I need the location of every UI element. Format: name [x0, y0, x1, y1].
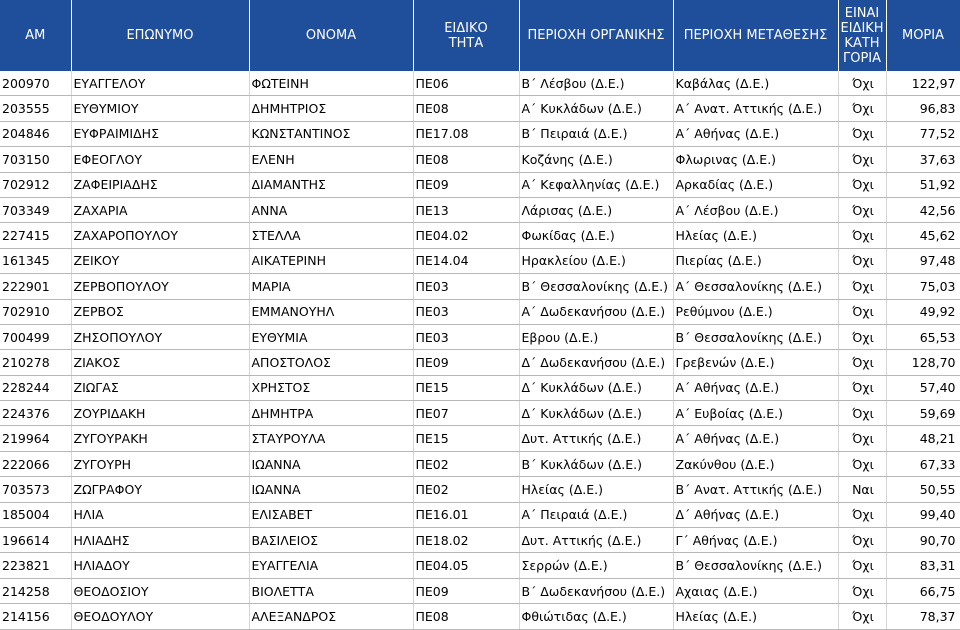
cell-perioxi-organikis: Δυτ. Αττικής (Δ.Ε.) — [519, 528, 673, 553]
cell-perioxi-metathesis: Γρεβενών (Δ.Ε.) — [673, 350, 838, 375]
cell-eidiki-katigoria: Όχι — [838, 299, 886, 324]
cell-perioxi-metathesis: Ηλείας (Δ.Ε.) — [673, 223, 838, 248]
cell-am: 703573 — [0, 477, 71, 502]
table-row — [0, 451, 960, 476]
cell-eidikotita: ΠΕ08 — [413, 96, 519, 121]
cell-onoma: ΣΤΑΥΡΟΥΛΑ — [249, 426, 413, 451]
cell-eponymo: ΖΕΡΒΟΠΟΥΛΟΥ — [71, 274, 249, 299]
cell-perioxi-organikis: Εβρου (Δ.Ε.) — [519, 324, 673, 349]
cell-am: 200970 — [0, 71, 71, 96]
cell-perioxi-metathesis: Α΄ Αθήνας (Δ.Ε.) — [673, 375, 838, 400]
cell-moria: 48,21 — [886, 426, 960, 451]
cell-perioxi-organikis: Δυτ. Αττικής (Δ.Ε.) — [519, 426, 673, 451]
cell-perioxi-organikis: Α΄ Δωδεκανήσου (Δ.Ε.) — [519, 299, 673, 324]
cell-eidiki-katigoria: Όχι — [838, 96, 886, 121]
cell-onoma: ΦΩΤΕΙΝΗ — [249, 71, 413, 96]
cell-eidiki-katigoria: Ναι — [838, 477, 886, 502]
header-moria: ΜΟΡΙΑ — [886, 0, 960, 71]
cell-perioxi-organikis: Α΄ Πειραιά (Δ.Ε.) — [519, 502, 673, 527]
cell-perioxi-metathesis: Β΄ Ανατ. Αττικής (Δ.Ε.) — [673, 477, 838, 502]
cell-perioxi-metathesis: Γ΄ Αθήνας (Δ.Ε.) — [673, 528, 838, 553]
cell-eidikotita: ΠΕ02 — [413, 451, 519, 476]
cell-eponymo: ΘΕΟΔΟΥΛΟΥ — [71, 604, 249, 629]
cell-eidikotita: ΠΕ07 — [413, 401, 519, 426]
cell-onoma: ΕΛΙΣΑΒΕΤ — [249, 502, 413, 527]
cell-eponymo: ΖΩΓΡΑΦΟΥ — [71, 477, 249, 502]
table-row — [0, 578, 960, 603]
cell-eidiki-katigoria: Όχι — [838, 451, 886, 476]
cell-eponymo: ΖΑΧΑΡΟΠΟΥΛΟΥ — [71, 223, 249, 248]
table-row — [0, 477, 960, 502]
cell-onoma: ΔΙΑΜΑΝΤΗΣ — [249, 172, 413, 197]
table-row — [0, 121, 960, 146]
cell-am: 227415 — [0, 223, 71, 248]
header-perioxi-metathesis: ΠΕΡΙΟΧΗ ΜΕΤΑΘΕΣΗΣ — [673, 0, 838, 71]
cell-am: 222066 — [0, 451, 71, 476]
cell-perioxi-organikis: Β΄ Δωδεκανήσου (Δ.Ε.) — [519, 578, 673, 603]
cell-perioxi-metathesis: Ρεθύμνου (Δ.Ε.) — [673, 299, 838, 324]
cell-perioxi-organikis: Β΄ Λέσβου (Δ.Ε.) — [519, 71, 673, 96]
cell-eidiki-katigoria: Όχι — [838, 528, 886, 553]
cell-eponymo: ΕΥΦΡΑΙΜΙΔΗΣ — [71, 121, 249, 146]
cell-moria: 66,75 — [886, 578, 960, 603]
table-row — [0, 248, 960, 273]
cell-perioxi-organikis: Ηρακλείου (Δ.Ε.) — [519, 248, 673, 273]
cell-onoma: ΙΩΑΝΝΑ — [249, 477, 413, 502]
cell-perioxi-organikis: Β΄ Πειραιά (Δ.Ε.) — [519, 121, 673, 146]
cell-eponymo: ΗΛΙΑΔΗΣ — [71, 528, 249, 553]
cell-eidikotita: ΠΕ18.02 — [413, 528, 519, 553]
cell-perioxi-organikis: Κοζάνης (Δ.Ε.) — [519, 147, 673, 172]
cell-eidiki-katigoria: Όχι — [838, 604, 886, 629]
cell-eidiki-katigoria: Όχι — [838, 502, 886, 527]
cell-moria: 77,52 — [886, 121, 960, 146]
cell-moria: 128,70 — [886, 350, 960, 375]
cell-am: 210278 — [0, 350, 71, 375]
cell-eidiki-katigoria: Όχι — [838, 172, 886, 197]
cell-moria: 96,83 — [886, 96, 960, 121]
cell-am: 702910 — [0, 299, 71, 324]
cell-onoma: ΕΛΕΝΗ — [249, 147, 413, 172]
cell-eponymo: ΖΟΥΡΙΔΑΚΗ — [71, 401, 249, 426]
cell-eidiki-katigoria: Όχι — [838, 274, 886, 299]
cell-eidikotita: ΠΕ13 — [413, 197, 519, 222]
cell-perioxi-metathesis: Πιερίας (Δ.Ε.) — [673, 248, 838, 273]
cell-moria: 67,33 — [886, 451, 960, 476]
table-row — [0, 426, 960, 451]
cell-eidiki-katigoria: Όχι — [838, 578, 886, 603]
cell-moria: 97,48 — [886, 248, 960, 273]
cell-moria: 83,31 — [886, 553, 960, 578]
cell-eidikotita: ΠΕ03 — [413, 274, 519, 299]
cell-am: 204846 — [0, 121, 71, 146]
cell-eidiki-katigoria: Όχι — [838, 71, 886, 96]
cell-perioxi-organikis: Φθιώτιδας (Δ.Ε.) — [519, 604, 673, 629]
cell-perioxi-metathesis: Φλωρινας (Δ.Ε.) — [673, 147, 838, 172]
cell-onoma: ΑΙΚΑΤΕΡΙΝΗ — [249, 248, 413, 273]
table-row — [0, 96, 960, 121]
cell-perioxi-metathesis: Β΄ Θεσσαλονίκης (Δ.Ε.) — [673, 324, 838, 349]
cell-eidikotita: ΠΕ15 — [413, 426, 519, 451]
cell-eidiki-katigoria: Όχι — [838, 375, 886, 400]
cell-eidiki-katigoria: Όχι — [838, 147, 886, 172]
cell-am: 203555 — [0, 96, 71, 121]
cell-eidiki-katigoria: Όχι — [838, 426, 886, 451]
cell-perioxi-metathesis: Ζακύνθου (Δ.Ε.) — [673, 451, 838, 476]
cell-onoma: ΑΝΝΑ — [249, 197, 413, 222]
cell-perioxi-organikis: Σερρών (Δ.Ε.) — [519, 553, 673, 578]
cell-am: 223821 — [0, 553, 71, 578]
cell-eidikotita: ΠΕ06 — [413, 71, 519, 96]
cell-moria: 51,92 — [886, 172, 960, 197]
table-body — [0, 71, 960, 629]
cell-perioxi-metathesis: Α΄ Θεσσαλονίκης (Δ.Ε.) — [673, 274, 838, 299]
header-perioxi-organikis: ΠΕΡΙΟΧΗ ΟΡΓΑΝΙΚΗΣ — [519, 0, 673, 71]
cell-eidikotita: ΠΕ09 — [413, 172, 519, 197]
cell-eidikotita: ΠΕ02 — [413, 477, 519, 502]
cell-perioxi-metathesis: Αρκαδίας (Δ.Ε.) — [673, 172, 838, 197]
cell-eidikotita: ΠΕ09 — [413, 578, 519, 603]
cell-eponymo: ΕΥΘΥΜΙΟΥ — [71, 96, 249, 121]
cell-am: 196614 — [0, 528, 71, 553]
cell-moria: 90,70 — [886, 528, 960, 553]
cell-am: 224376 — [0, 401, 71, 426]
cell-moria: 57,40 — [886, 375, 960, 400]
cell-perioxi-organikis: Ηλείας (Δ.Ε.) — [519, 477, 673, 502]
table-row — [0, 197, 960, 222]
cell-eidikotita: ΠΕ14.04 — [413, 248, 519, 273]
table-row — [0, 502, 960, 527]
cell-onoma: ΔΗΜΗΤΡΑ — [249, 401, 413, 426]
cell-am: 702912 — [0, 172, 71, 197]
table-row — [0, 324, 960, 349]
cell-perioxi-metathesis: Καβάλας (Δ.Ε.) — [673, 71, 838, 96]
cell-perioxi-organikis: Φωκίδας (Δ.Ε.) — [519, 223, 673, 248]
cell-moria: 50,55 — [886, 477, 960, 502]
cell-onoma: ΕΥΘΥΜΙΑ — [249, 324, 413, 349]
cell-eponymo: ΖΥΓΟΥΡΗ — [71, 451, 249, 476]
cell-eidikotita: ΠΕ03 — [413, 299, 519, 324]
cell-perioxi-organikis: Α΄ Κεφαλληνίας (Δ.Ε.) — [519, 172, 673, 197]
table-row — [0, 172, 960, 197]
cell-eponymo: ΖΥΓΟΥΡΑΚΗ — [71, 426, 249, 451]
cell-perioxi-organikis: Β΄ Θεσσαλονίκης (Δ.Ε.) — [519, 274, 673, 299]
table-row — [0, 71, 960, 96]
cell-am: 700499 — [0, 324, 71, 349]
cell-moria: 45,62 — [886, 223, 960, 248]
cell-moria: 49,92 — [886, 299, 960, 324]
cell-perioxi-organikis: Α΄ Κυκλάδων (Δ.Ε.) — [519, 96, 673, 121]
cell-eidikotita: ΠΕ15 — [413, 375, 519, 400]
cell-onoma: ΑΠΟΣΤΟΛΟΣ — [249, 350, 413, 375]
cell-moria: 78,37 — [886, 604, 960, 629]
cell-eidikotita: ΠΕ09 — [413, 350, 519, 375]
table-row — [0, 528, 960, 553]
cell-eponymo: ΖΑΧΑΡΙΑ — [71, 197, 249, 222]
cell-onoma: ΕΥΑΓΓΕΛΙΑ — [249, 553, 413, 578]
cell-onoma: ΒΙΟΛΕΤΤΑ — [249, 578, 413, 603]
cell-eponymo: ΖΙΑΚΟΣ — [71, 350, 249, 375]
cell-am: 703150 — [0, 147, 71, 172]
cell-am: 161345 — [0, 248, 71, 273]
cell-moria: 122,97 — [886, 71, 960, 96]
cell-onoma: ΣΤΕΛΛΑ — [249, 223, 413, 248]
cell-perioxi-metathesis: Α΄ Λέσβου (Δ.Ε.) — [673, 197, 838, 222]
cell-onoma: ΔΗΜΗΤΡΙΟΣ — [249, 96, 413, 121]
table-row — [0, 147, 960, 172]
cell-eidikotita: ΠΕ04.05 — [413, 553, 519, 578]
cell-am: 185004 — [0, 502, 71, 527]
cell-eidiki-katigoria: Όχι — [838, 553, 886, 578]
header-am: ΑΜ — [0, 0, 71, 71]
cell-moria: 37,63 — [886, 147, 960, 172]
cell-am: 703349 — [0, 197, 71, 222]
cell-eidiki-katigoria: Όχι — [838, 350, 886, 375]
header-eponymo: ΕΠΩΝΥΜΟ — [71, 0, 249, 71]
cell-perioxi-metathesis: Α΄ Αθήνας (Δ.Ε.) — [673, 121, 838, 146]
cell-am: 222901 — [0, 274, 71, 299]
table-row — [0, 350, 960, 375]
cell-perioxi-organikis: Δ΄ Κυκλάδων (Δ.Ε.) — [519, 401, 673, 426]
cell-eidikotita: ΠΕ17.08 — [413, 121, 519, 146]
table-row — [0, 375, 960, 400]
cell-eponymo: ΖΙΩΓΑΣ — [71, 375, 249, 400]
cell-eponymo: ΖΕΙΚΟΥ — [71, 248, 249, 273]
cell-onoma: ΧΡΗΣΤΟΣ — [249, 375, 413, 400]
cell-onoma: ΙΩΑΝΝΑ — [249, 451, 413, 476]
header-row — [0, 0, 960, 71]
cell-perioxi-metathesis: Α΄ Αθήνας (Δ.Ε.) — [673, 426, 838, 451]
table-row — [0, 604, 960, 629]
cell-eidiki-katigoria: Όχι — [838, 401, 886, 426]
cell-moria: 75,03 — [886, 274, 960, 299]
cell-perioxi-organikis: Λάρισας (Δ.Ε.) — [519, 197, 673, 222]
cell-perioxi-organikis: Δ΄ Δωδεκανήσου (Δ.Ε.) — [519, 350, 673, 375]
cell-eponymo: ΕΦΕΟΓΛΟΥ — [71, 147, 249, 172]
cell-eidikotita: ΠΕ03 — [413, 324, 519, 349]
cell-eidikotita: ΠΕ08 — [413, 147, 519, 172]
cell-onoma: ΕΜΜΑΝΟΥΗΛ — [249, 299, 413, 324]
cell-eponymo: ΕΥΑΓΓΕΛΟΥ — [71, 71, 249, 96]
cell-eponymo: ΗΛΙΑΔΟΥ — [71, 553, 249, 578]
cell-am: 214258 — [0, 578, 71, 603]
cell-perioxi-metathesis: Β΄ Θεσσαλονίκης (Δ.Ε.) — [673, 553, 838, 578]
cell-perioxi-metathesis: Α΄ Ευβοίας (Δ.Ε.) — [673, 401, 838, 426]
cell-eidikotita: ΠΕ08 — [413, 604, 519, 629]
cell-moria: 65,53 — [886, 324, 960, 349]
table-row — [0, 223, 960, 248]
cell-eidikotita: ΠΕ16.01 — [413, 502, 519, 527]
cell-onoma: ΜΑΡΙΑ — [249, 274, 413, 299]
cell-moria: 59,69 — [886, 401, 960, 426]
cell-eidiki-katigoria: Όχι — [838, 248, 886, 273]
cell-eponymo: ΖΕΡΒΟΣ — [71, 299, 249, 324]
cell-perioxi-organikis: Β΄ Κυκλάδων (Δ.Ε.) — [519, 451, 673, 476]
cell-moria: 42,56 — [886, 197, 960, 222]
cell-eponymo: ΗΛΙΑ — [71, 502, 249, 527]
cell-perioxi-metathesis: Α΄ Ανατ. Αττικής (Δ.Ε.) — [673, 96, 838, 121]
table-row — [0, 401, 960, 426]
cell-eidiki-katigoria: Όχι — [838, 197, 886, 222]
cell-onoma: ΒΑΣΙΛΕΙΟΣ — [249, 528, 413, 553]
cell-perioxi-metathesis: Δ΄ Αθήνας (Δ.Ε.) — [673, 502, 838, 527]
cell-eidiki-katigoria: Όχι — [838, 223, 886, 248]
cell-eponymo: ΖΗΣΟΠΟΥΛΟΥ — [71, 324, 249, 349]
cell-moria: 99,40 — [886, 502, 960, 527]
cell-eidiki-katigoria: Όχι — [838, 324, 886, 349]
cell-am: 219964 — [0, 426, 71, 451]
cell-perioxi-metathesis: Ηλείας (Δ.Ε.) — [673, 604, 838, 629]
cell-eponymo: ΖΑΦΕΙΡΙΑΔΗΣ — [71, 172, 249, 197]
cell-perioxi-organikis: Δ΄ Κυκλάδων (Δ.Ε.) — [519, 375, 673, 400]
header-eidiki-katigoria: ΕΙΝΑΙ ΕΙΔΙΚΗ ΚΑΤΗ ΓΟΡΙΑ — [838, 0, 886, 71]
cell-eidiki-katigoria: Όχι — [838, 121, 886, 146]
table-row — [0, 274, 960, 299]
cell-am: 228244 — [0, 375, 71, 400]
cell-eidikotita: ΠΕ04.02 — [413, 223, 519, 248]
header-eidikotita: ΕΙΔΙΚΟ ΤΗΤΑ — [413, 0, 519, 71]
table-row — [0, 553, 960, 578]
cell-perioxi-metathesis: Αχαιας (Δ.Ε.) — [673, 578, 838, 603]
cell-eponymo: ΘΕΟΔΟΣΙΟΥ — [71, 578, 249, 603]
cell-am: 214156 — [0, 604, 71, 629]
cell-onoma: ΚΩΝΣΤΑΝΤΙΝΟΣ — [249, 121, 413, 146]
header-onoma: ΟΝΟΜΑ — [249, 0, 413, 71]
table-row — [0, 299, 960, 324]
cell-onoma: ΑΛΕΞΑΝΔΡΟΣ — [249, 604, 413, 629]
